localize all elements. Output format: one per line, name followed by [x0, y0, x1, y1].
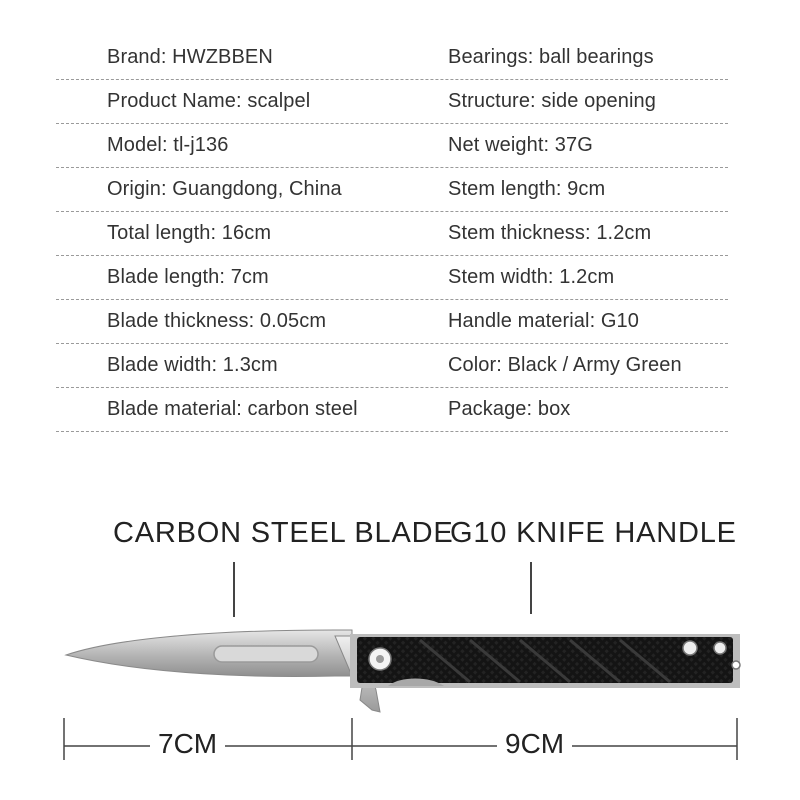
spec-origin: Origin: Guangdong, China: [107, 178, 342, 200]
spec-blade-material: Blade material: carbon steel: [107, 398, 358, 420]
blade-length-label: 7CM: [150, 728, 225, 760]
spec-stem-thickness: Stem thickness: 1.2cm: [448, 222, 652, 244]
spec-total-length: Total length: 16cm: [107, 222, 272, 244]
spec-structure: Structure: side opening: [448, 90, 656, 112]
spec-blade-length: Blade length: 7cm: [107, 266, 269, 288]
spec-net-weight: Net weight: 37G: [448, 134, 593, 156]
spec-blade-thickness: Blade thickness: 0.05cm: [107, 310, 327, 332]
spec-product-name: Product Name: scalpel: [107, 90, 311, 112]
spec-blade-width: Blade width: 1.3cm: [107, 354, 278, 376]
handle-screw: [683, 641, 697, 655]
spec-color: Color: Black / Army Green: [448, 354, 682, 376]
blade: [66, 630, 352, 677]
spec-model: Model: tl-j136: [107, 134, 229, 156]
handle-callout-label: G10 KNIFE HANDLE: [450, 517, 737, 549]
handle: [350, 634, 740, 688]
lanyard-hole: [732, 661, 740, 669]
spec-handle-material: Handle material: G10: [448, 310, 639, 332]
handle-screw: [714, 642, 726, 654]
spec-package: Package: box: [448, 398, 571, 420]
handle-length-label: 9CM: [497, 728, 572, 760]
spec-stem-width: Stem width: 1.2cm: [448, 266, 615, 288]
blade-callout-label: CARBON STEEL BLADE: [113, 517, 454, 549]
spec-stem-length: Stem length: 9cm: [448, 178, 606, 200]
spec-brand: Brand: HWZBBEN: [107, 45, 273, 68]
blade-slot: [214, 646, 318, 662]
spec-bearings: Bearings: ball bearings: [448, 45, 654, 68]
